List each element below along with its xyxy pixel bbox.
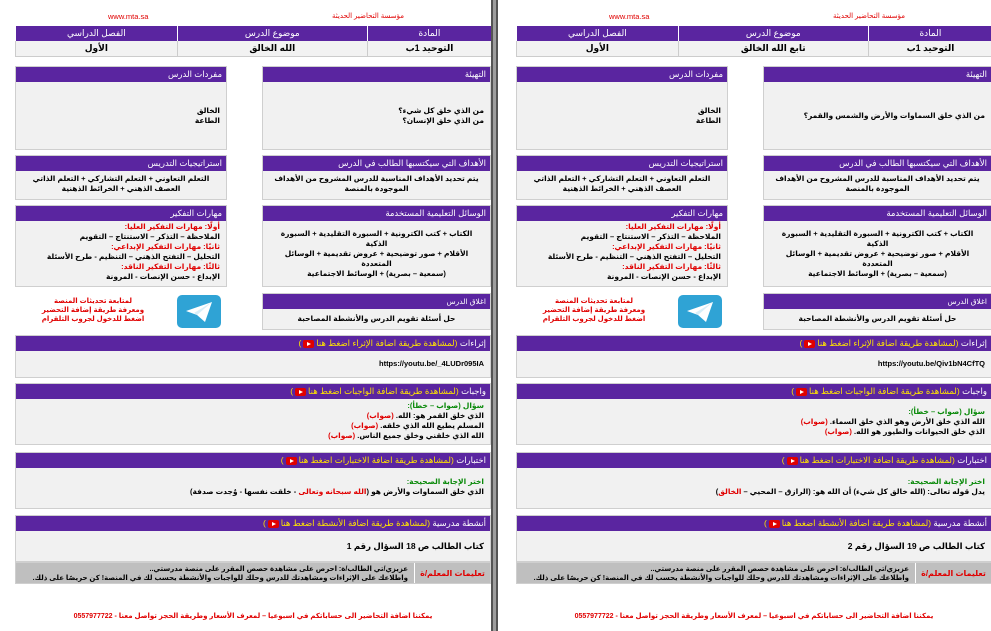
tools-line: (سمعية – بصرية) + الوسائط الاجتماعية (307, 268, 446, 278)
homework-item: الذي خلق القمر هو: الله. (صواب) (366, 411, 484, 420)
objectives-box (262, 155, 491, 200)
objectives-text: يتم تحديد الأهداف المناسبة للدرس المشروح من الأهداف الموجودة بالمنصة (775, 174, 980, 193)
thinking-skills-box (15, 205, 227, 287)
warmup-line: من الذي خلق السماوات والأرض والشمس والقمر؟ (803, 110, 985, 120)
footer-contact[interactable]: يمكننا اضافة التحاضير الى حساباتكم في اسبوعيا – لمعرف الأسعار وطريقة الحجز تواصل معنا - 0557977722 (73, 613, 433, 620)
closing-title: اغلاق الدرس (764, 294, 991, 309)
strategies-title: استراتيجيات التدريس (16, 156, 226, 171)
youtube-icon (769, 520, 780, 528)
tests-box (516, 452, 991, 509)
tests-question: يدل قوله تعالى: (الله خالق كل شيء) أن الله هو: (الرازق – المحيي – الخالق) (715, 487, 985, 496)
topic-value: الله الخالق (177, 41, 367, 56)
homework-question-label: سؤال (صواب – خطأ): (908, 407, 985, 416)
semester-header: الفصل الدراسي (517, 26, 679, 41)
tests-box (15, 452, 491, 509)
answer: (صواب) (824, 427, 852, 436)
activities-box (15, 515, 491, 562)
org-name: مؤسسة التحاضير الحديثة (833, 13, 905, 20)
thinking-label: أولًا: مهارات التفكير العليا: (625, 222, 721, 231)
thinking-title: مهارات التفكير (16, 206, 226, 221)
answer: (صواب) (800, 417, 828, 426)
subject-value: التوحيد 1ب (868, 41, 991, 56)
homework-item: الذي خلق الحيوانات والطيور هو الله. (صواب) (824, 427, 985, 436)
tools-box (763, 205, 991, 287)
thinking-text: التحليل – التفتح الذهني – التنظيم - طرح الأسئلة (46, 252, 220, 261)
thinking-text: التحليل – التفتح الذهني – التنظيم - طرح الأسئلة (547, 252, 721, 261)
tools-title: الوسائل التعليمية المستخدمة (764, 206, 991, 221)
enrichment-title: إثراءات (459, 338, 486, 348)
lesson-page-1 (15, 0, 491, 631)
topic-header: موضوع الدرس (678, 26, 868, 41)
vocab-item: الخالق (697, 105, 721, 115)
telegram-line: ومعرفة طريقة إضافة التحضير (41, 307, 145, 314)
thinking-label: ثانيًا: مهارات التفكير الإبداعي: (111, 242, 220, 251)
thinking-text: الإبداع - حسن الإنصات - المرونة (606, 272, 721, 281)
telegram-icon[interactable] (678, 295, 722, 328)
enrichment-title: إثراءات (960, 338, 987, 348)
homework-video-link[interactable]: (لمشاهدة طريقة اضافة الواجبات اضغط هنا) (290, 386, 459, 396)
tests-video-link[interactable]: (لمشاهدة طريقة اضافة الاختبارات اضغط هنا) (280, 455, 454, 465)
warmup-title: التهيئة (764, 67, 991, 82)
homework-title: واجبات (461, 386, 486, 396)
telegram-promo[interactable] (33, 297, 153, 324)
vocab-box (15, 66, 227, 150)
thinking-label: ثالثًا: مهارات التفكير الناقد: (121, 262, 220, 271)
objectives-title: الأهداف التي سيكتسبها الطالب في الدرس (263, 156, 490, 171)
strategy-line: التعلم التعاوني + التعلم التشاركي + التعلم الذاتي (533, 174, 711, 183)
telegram-line: لمتابعة تحديثات المنصة (554, 298, 634, 305)
tools-box (262, 205, 491, 287)
answer: (صواب) (351, 421, 379, 430)
thinking-text: الملاحظة – التذكر – الاستنتاج – التقويم (580, 232, 721, 241)
enrichment-box (15, 335, 491, 378)
warmup-title: التهيئة (263, 67, 490, 82)
strategy-line: العصف الذهني + الخرائط الذهنية (61, 184, 181, 193)
teacher-line: واطلاعك على الإثراءات ومشاهدتك للدرس وحلك للواجبات والأنشطة يحسب لك في المنصة! كن حريصًا على ذلك. (533, 575, 909, 582)
answer: (صواب) (366, 411, 394, 420)
teacher-line: عزيزي/تي الطالب/ة: احرص على مشاهدة حصص المقرر على منصة مدرستي.. (149, 566, 408, 573)
tools-line: الكتاب + كتب الكترونية + السبورة التقليدية + السبورة الذكية (280, 228, 473, 248)
semester-value: الأول (517, 41, 679, 56)
enrichment-url[interactable]: https://youtu.be/Qiv1bN4CfTQ (877, 359, 985, 368)
footer-contact[interactable]: يمكننا اضافة التحاضير الى حساباتكم في اسبوعيا – لمعرف الأسعار وطريقة الحجز تواصل معنا - 0557977722 (574, 613, 934, 620)
tools-line: الكتاب + كتب الكترونية + السبورة التقليدية + السبورة الذكية (781, 228, 974, 248)
topic-value: تابع الله الخالق (678, 41, 868, 56)
vocab-item: الطاعة (695, 115, 721, 125)
closing-box (763, 293, 991, 330)
teacher-label: تعليمات المعلم/ة (915, 563, 991, 583)
subject-header: المادة (367, 26, 491, 41)
activities-video-link[interactable]: (لمشاهدة طريقة اضافة الأنشطة اضغط هنا) (763, 518, 932, 528)
enrichment-video-link[interactable]: (لمشاهدة طريقة اضافة الإثراء اضغط هنا) (799, 338, 959, 348)
homework-box (15, 383, 491, 445)
thinking-label: أولًا: مهارات التفكير العليا: (124, 222, 220, 231)
warmup-line: من الذي خلق كل شيء؟ (398, 105, 484, 115)
activities-text: كتاب الطالب ص 19 السؤال رقم 2 (847, 541, 985, 551)
page-divider (491, 0, 498, 631)
subject-value: التوحيد 1ب (367, 41, 491, 56)
homework-video-link[interactable]: (لمشاهدة طريقة اضافة الواجبات اضغط هنا) (791, 386, 960, 396)
activities-text: كتاب الطالب ص 18 السؤال رقم 1 (346, 541, 484, 551)
enrichment-video-link[interactable]: (لمشاهدة طريقة اضافة الإثراء اضغط هنا) (298, 338, 458, 348)
closing-text: حل أسئلة تقويم الدرس والأنشطة المصاحبة (297, 314, 456, 323)
teacher-line: عزيزي/تي الطالب/ة: احرص على مشاهدة حصص المقرر على منصة مدرستي.. (650, 566, 909, 573)
strategies-box (15, 155, 227, 200)
semester-header: الفصل الدراسي (16, 26, 178, 41)
strategy-line: العصف الذهني + الخرائط الذهنية (562, 184, 682, 193)
tools-title: الوسائل التعليمية المستخدمة (263, 206, 490, 221)
homework-question-label: سؤال (صواب – خطأ): (407, 401, 484, 410)
tests-question: الذي خلق السماوات والأرض هو (الله سبحانه وتعالى - خلقت نفسها - وُجدت صدفة) (189, 487, 484, 496)
tests-question-label: اختر الإجابة الصحيحة: (907, 477, 985, 486)
vocab-item: الخالق (196, 105, 220, 115)
strategies-title: استراتيجيات التدريس (517, 156, 727, 171)
thinking-label: ثالثًا: مهارات التفكير الناقد: (622, 262, 721, 271)
activities-title: أنشطة مدرسية (432, 518, 486, 528)
vocab-title: مفردات الدرس (16, 67, 226, 82)
youtube-icon (787, 457, 798, 465)
correct-answer: الله سبحانه وتعالى (298, 487, 367, 496)
tests-title: اختبارات (456, 455, 486, 465)
org-name: مؤسسة التحاضير الحديثة (332, 13, 404, 20)
teacher-line: واطلاعك على الإثراءات ومشاهدتك للدرس وحلك للواجبات والأنشطة يحسب لك في المنصة! كن حريصًا على ذلك. (32, 575, 408, 582)
vocab-title: مفردات الدرس (517, 67, 727, 82)
teacher-label: تعليمات المعلم/ة (414, 563, 490, 583)
subject-header: المادة (868, 26, 991, 41)
tools-line: الأقلام + صور توضيحية + عروض تقديمية + الوسائل المتعددة (284, 248, 469, 268)
youtube-icon (303, 340, 314, 348)
tests-video-link[interactable]: (لمشاهدة طريقة اضافة الاختبارات اضغط هنا) (781, 455, 955, 465)
lesson-page-2 (516, 0, 991, 631)
youtube-icon (796, 388, 807, 396)
homework-box (516, 383, 991, 445)
closing-text: حل أسئلة تقويم الدرس والأنشطة المصاحبة (798, 314, 957, 323)
tools-line: الأقلام + صور توضيحية + عروض تقديمية + الوسائل المتعددة (785, 248, 970, 268)
activities-video-link[interactable]: (لمشاهدة طريقة اضافة الأنشطة اضغط هنا) (262, 518, 431, 528)
activities-title: أنشطة مدرسية (933, 518, 987, 528)
tools-line: (سمعية – بصرية) + الوسائط الاجتماعية (808, 268, 947, 278)
tests-title: اختبارات (957, 455, 987, 465)
telegram-line: اضغط للدخول لجروب التلقرام (542, 316, 646, 323)
closing-title: اغلاق الدرس (263, 294, 490, 309)
thinking-label: ثانيًا: مهارات التفكير الإبداعي: (612, 242, 721, 251)
homework-item: الله الذي خلقني وخلق جميع الناس. (صواب) (328, 431, 484, 440)
objectives-box (763, 155, 991, 200)
youtube-icon (295, 388, 306, 396)
thinking-skills-box (516, 205, 728, 287)
enrichment-box (516, 335, 991, 378)
answer: (صواب) (328, 431, 356, 440)
semester-value: الأول (16, 41, 178, 56)
warmup-box (763, 66, 991, 150)
topic-header: موضوع الدرس (177, 26, 367, 41)
vocab-box (516, 66, 728, 150)
homework-item: المسلم يطيع الله الذي خلقه. (صواب) (351, 421, 484, 430)
activities-box (516, 515, 991, 562)
teacher-instructions (516, 562, 991, 584)
strategies-box (516, 155, 728, 200)
teacher-instructions (15, 562, 491, 584)
homework-title: واجبات (962, 386, 987, 396)
vocab-item: الطاعة (194, 115, 220, 125)
enrichment-url[interactable]: https://youtu.be/_4LUDr095IA (378, 359, 484, 368)
youtube-icon (804, 340, 815, 348)
telegram-promo[interactable] (534, 297, 654, 324)
lesson-info-table (15, 26, 491, 57)
tests-question-label: اختر الإجابة الصحيحة: (406, 477, 484, 486)
closing-box (262, 293, 491, 330)
youtube-icon (268, 520, 279, 528)
warmup-box (262, 66, 491, 150)
telegram-line: اضغط للدخول لجروب التلقرام (41, 316, 145, 323)
objectives-text: يتم تحديد الأهداف المناسبة للدرس المشروح من الأهداف الموجودة بالمنصة (274, 174, 479, 193)
thinking-text: الملاحظة – التذكر – الاستنتاج – التقويم (79, 232, 220, 241)
homework-item: الله الذي خلق الأرض وهو الذي خلق السماء. (صواب) (800, 417, 985, 426)
telegram-line: لمتابعة تحديثات المنصة (53, 298, 133, 305)
lesson-info-table (516, 26, 991, 57)
website-link[interactable]: www.mta.sa (609, 12, 650, 21)
website-link[interactable]: www.mta.sa (108, 12, 149, 21)
thinking-text: الإبداع - حسن الإنصات - المرونة (105, 272, 220, 281)
youtube-icon (286, 457, 297, 465)
thinking-title: مهارات التفكير (517, 206, 727, 221)
objectives-title: الأهداف التي سيكتسبها الطالب في الدرس (764, 156, 991, 171)
telegram-line: ومعرفة طريقة إضافة التحضير (542, 307, 646, 314)
correct-answer: الخالق (718, 487, 742, 496)
telegram-icon[interactable] (177, 295, 221, 328)
warmup-line: من الذي خلق الإنسان؟ (402, 115, 484, 125)
strategy-line: التعلم التعاوني + التعلم التشاركي + التعلم الذاتي (32, 174, 210, 183)
